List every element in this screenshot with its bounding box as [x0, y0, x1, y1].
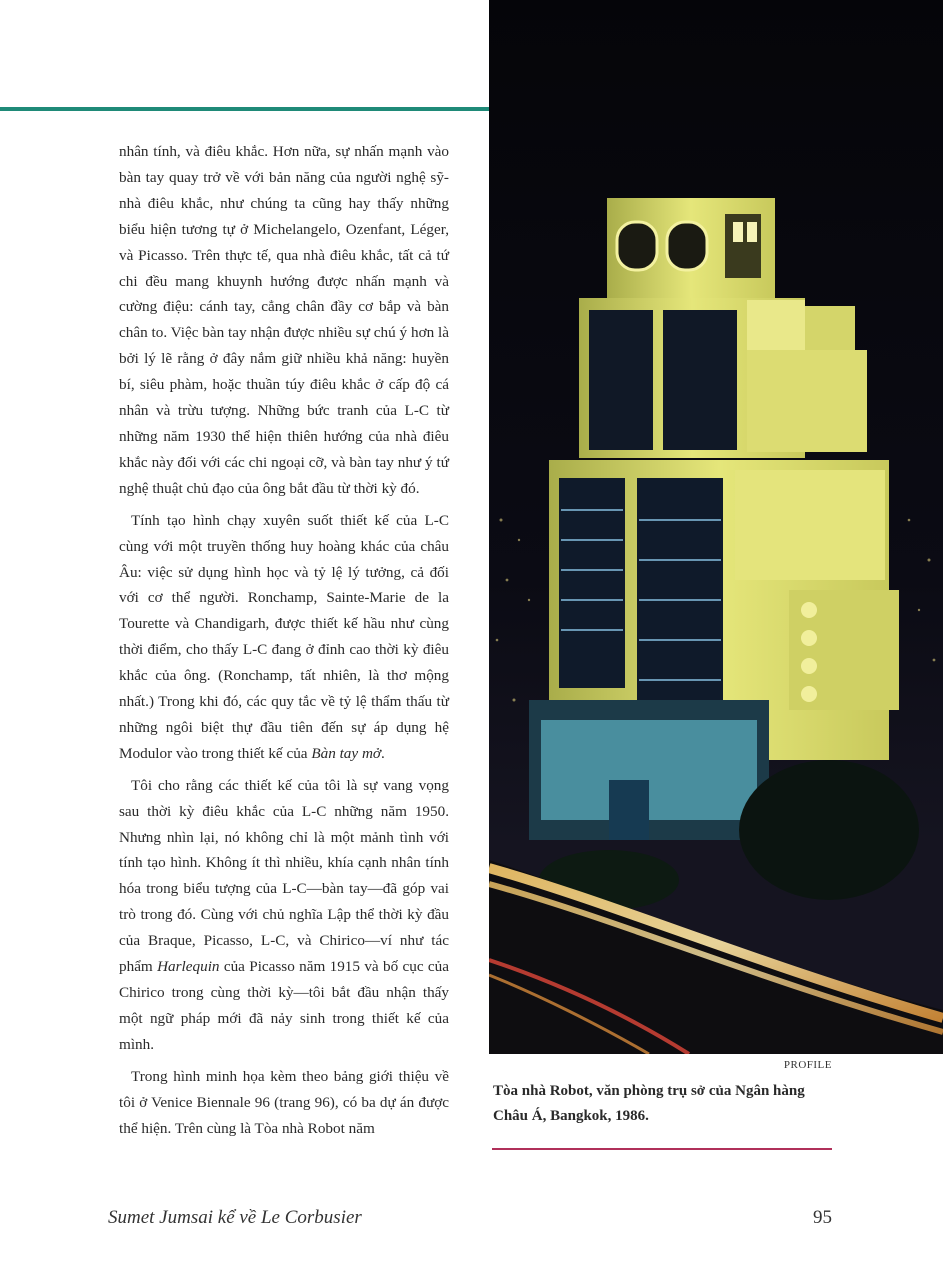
profile-label: PROFILE [783, 1059, 832, 1071]
figure-caption: Tòa nhà Robot, văn phòng trụ sở của Ngân hàng Châu Á, Bangkok, 1986. [493, 1083, 805, 1124]
running-footer-title: Sumet Jumsai kể về Le Corbusier [108, 1207, 362, 1228]
robot-building-photo [489, 0, 943, 1054]
paragraph-4: Trong hình minh họa kèm theo bảng giới thiệu về tôi ở Venice Biennale 96 (trang 96), có ba dự án được thể hiện. Trên cùng là Tòa nhà Robot năm [119, 1067, 449, 1137]
article-body [119, 139, 449, 1147]
paragraph-3: Tôi cho rằng các thiết kế của tôi là sự vang vọng sau thời kỳ điêu khắc của L-C những năm 1950. Nhưng nhìn lại, nó không chỉ là một mảnh tình với tính tạo hình. Không ít thì nhiều, khía cạnh nhân tính hóa trong biểu tượng của L-C—bàn tay—đã góp vai trò trong đó. Cùng với chủ nghĩa Lập thể thời kỳ đầu của Braque, Picasso, L-C, và Chirico—ví như tác phẩm Harlequin của Picasso năm 1915 và bố cục của Chirico trong cùng thời kỳ—tôi bắt đầu nhận thấy một ngữ pháp mới đã nảy sinh trong thiết kế của mình. [119, 776, 449, 1053]
top-teal-rule [0, 107, 489, 111]
building-illustration [489, 0, 943, 1054]
caption-rule [492, 1148, 832, 1150]
paragraph-2: Tính tạo hình chạy xuyên suốt thiết kế của L-C cùng với một truyền thống huy hoàng khác của châu Âu: việc sử dụng hình học và tỷ lệ lý tưởng, cả đối với cơ thể người. Ronchamp, Sainte-Marie de la Tourette và Chandigarh, được thiết kế hầu như cùng thời điểm, cho thấy L-C đang ở đỉnh cao thời kỳ điêu khắc của ông. (Ronchamp, tất nhiên, là thơ mộng nhất.) Trong khi đó, các quy tắc về tỷ lệ thẩm thấu từ những ngôi biệt thự đầu tiên đến sự áp dụng hệ Modulor vào trong thiết kế của Bàn tay mở. [119, 511, 449, 762]
page-number: 95 [813, 1207, 832, 1228]
paragraph-1: nhân tính, và điêu khắc. Hơn nữa, sự nhấn mạnh vào bàn tay quay trở về với bản năng của người nghệ sỹ-nhà điêu khắc, như chúng ta cũng hay thấy những biểu hiện tương tự ở Michelangelo, Ozenfant, Léger, và Picasso. Trên thực tế, qua nhà điêu khắc, tất cả tứ chi đều mang khuynh hướng được nhấn mạnh và cường điệu: cánh tay, cẳng chân đầy cơ bắp và bàn chân to. Việc bàn tay nhận được nhiều sự chú ý hơn là bởi lý lẽ rằng ở đây nắm giữ nhiều khả năng: huyền bí, siêu phàm, hoặc thuần túy điêu khắc ở cấp độ cá nhân và trừu tượng. Những bức tranh của L-C từ những năm 1930 thể hiện thiên hướng của nhà điêu khắc này đối với các chi ngoại cỡ, và bàn tay như ý tứ nghệ thuật chủ đạo của ông bắt đầu từ thời kỳ đó. [119, 143, 449, 497]
